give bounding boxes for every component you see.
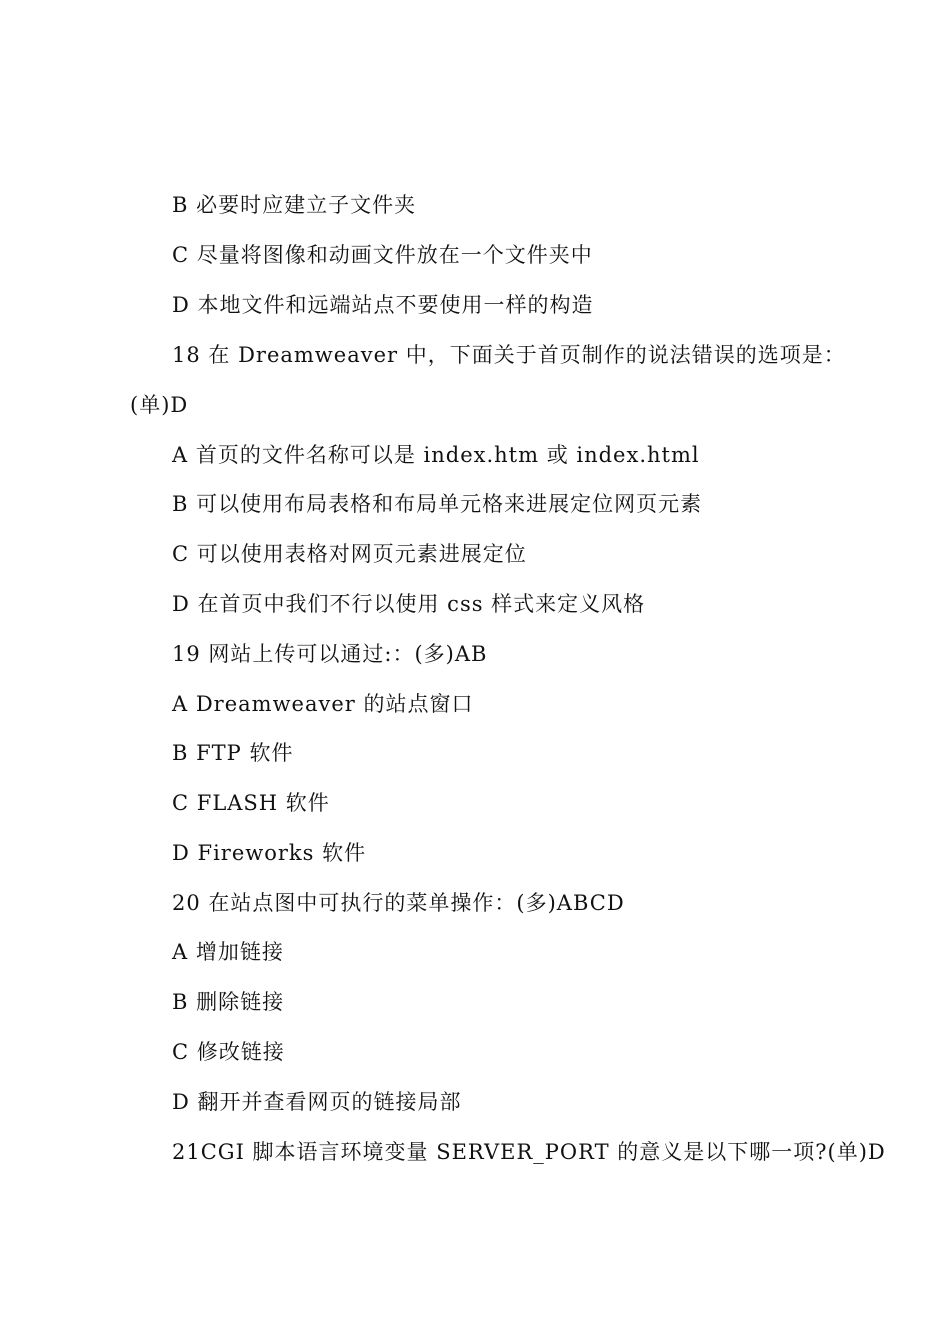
- option-line: C 修改链接: [172, 1040, 285, 1064]
- option-line: D Fireworks 软件: [172, 841, 367, 865]
- option-line: A 增加链接: [172, 940, 284, 964]
- option-line: D 翻开并查看网页的链接局部: [172, 1090, 462, 1114]
- option-line: B 可以使用布局表格和布局单元格来进展定位网页元素: [172, 492, 703, 516]
- question-answer-line: (单)D: [130, 393, 189, 417]
- question-line: 21CGI 脚本语言环境变量 SERVER_PORT 的意义是以下哪一项?(单)D: [172, 1140, 886, 1164]
- option-line: B 删除链接: [172, 990, 285, 1014]
- option-line: A Dreamweaver 的站点窗口: [172, 692, 474, 716]
- question-line: 18 在 Dreamweaver 中，下面关于首页制作的说法错误的选项是：: [172, 343, 846, 367]
- option-line: D 在首页中我们不行以使用 css 样式来定义风格: [172, 592, 646, 616]
- question-line: 20 在站点图中可执行的菜单操作：(多)ABCD: [172, 891, 625, 915]
- option-line: C 尽量将图像和动画文件放在一个文件夹中: [172, 243, 593, 267]
- option-line: B 必要时应建立子文件夹: [172, 193, 417, 217]
- option-line: C 可以使用表格对网页元素进展定位: [172, 542, 527, 566]
- option-line: C FLASH 软件: [172, 791, 330, 815]
- question-line: 19 网站上传可以通过:：(多)AB: [172, 642, 488, 666]
- option-line: D 本地文件和远端站点不要使用一样的构造: [172, 293, 594, 317]
- option-line: A 首页的文件名称可以是 index.htm 或 index.html: [172, 443, 700, 467]
- option-line: B FTP 软件: [172, 741, 294, 765]
